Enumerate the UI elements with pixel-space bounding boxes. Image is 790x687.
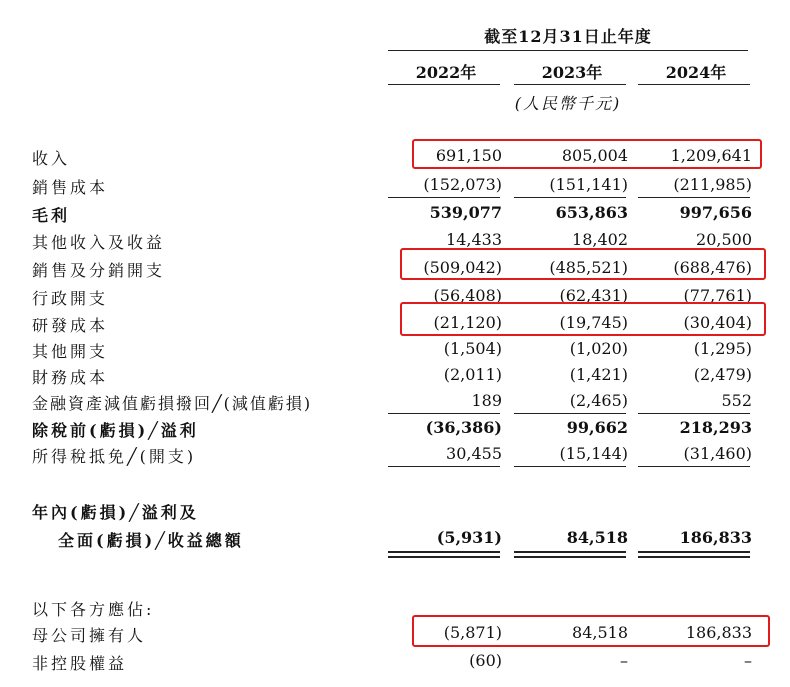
row-value: – [620, 651, 628, 670]
double-rule [514, 556, 626, 558]
year-2024-header: 2024年 [665, 63, 727, 82]
row-label-rnd-costs: 研發成本 [32, 316, 109, 335]
row-label-impairment: 金融資產減值虧損撥回╱(減值虧損) [32, 394, 313, 413]
total-label-line1: 年內(虧損)╱溢利及 [32, 503, 199, 522]
double-rule [514, 551, 626, 553]
row-value: (2,465) [569, 391, 628, 410]
total-value: (5,931) [436, 528, 502, 547]
row-label-revenue: 收入 [32, 149, 71, 168]
row-value: 20,500 [696, 230, 752, 249]
subtotal-rule [388, 413, 500, 414]
row-label-profit-before-tax: 除稅前(虧損)╱溢利 [32, 421, 199, 440]
total-value: 186,833 [679, 528, 752, 547]
year-2023-header: 2023年 [541, 63, 603, 82]
row-label-cost-of-sales: 銷售成本 [32, 178, 109, 197]
row-value: (5,871) [443, 623, 502, 642]
year-2022-header: 2022年 [415, 63, 477, 82]
year-2023-rule [514, 84, 626, 85]
row-value: (2,479) [693, 365, 752, 384]
row-value: 189 [471, 391, 502, 410]
row-value: 218,293 [679, 418, 752, 437]
row-value: 99,662 [566, 418, 628, 437]
row-value: (77,761) [683, 286, 752, 305]
row-value: (15,144) [559, 444, 628, 463]
row-value: (30,404) [683, 313, 752, 332]
row-label-admin-expenses: 行政開支 [32, 289, 109, 308]
row-label-income-tax: 所得稅抵免╱(開支) [32, 447, 197, 466]
header-rule [388, 50, 748, 51]
row-value: (211,985) [673, 175, 752, 194]
row-value: 691,150 [435, 146, 502, 165]
total-value: 84,518 [566, 528, 628, 547]
highlight-box-owners-of-parent [412, 615, 770, 647]
double-rule [638, 551, 750, 553]
double-rule [388, 551, 500, 553]
subtotal-rule [388, 466, 500, 467]
row-label-other-income: 其他收入及收益 [32, 233, 166, 252]
row-value: (36,386) [425, 418, 502, 437]
row-value: (1,421) [569, 365, 628, 384]
attributable-heading: 以下各方應佔: [32, 600, 155, 619]
highlight-box-revenue [412, 139, 762, 169]
row-value: 805,004 [561, 146, 628, 165]
row-value: (1,020) [569, 339, 628, 358]
subtotal-rule [388, 197, 500, 198]
row-label-owners-of-parent: 母公司擁有人 [32, 626, 147, 645]
row-label-gross-profit: 毛利 [32, 206, 71, 225]
row-value: – [744, 651, 752, 670]
row-label-selling-expenses: 銷售及分銷開支 [32, 261, 166, 280]
row-value: (1,295) [693, 339, 752, 358]
year-2024-rule [638, 84, 750, 85]
highlight-box-selling-expenses [400, 248, 766, 280]
row-value: 30,455 [446, 444, 502, 463]
subtotal-rule [638, 197, 750, 198]
subtotal-rule [514, 197, 626, 198]
row-value: (19,745) [559, 313, 628, 332]
row-value: 84,518 [572, 623, 628, 642]
double-rule [388, 556, 500, 558]
highlight-box-rnd-costs [400, 302, 766, 336]
row-value: (151,141) [549, 175, 628, 194]
row-value: (60) [469, 651, 502, 670]
row-label-finance-costs: 財務成本 [32, 368, 109, 387]
row-label-other-expenses: 其他開支 [32, 342, 109, 361]
row-value: (2,011) [443, 365, 502, 384]
row-value: (1,504) [443, 339, 502, 358]
row-value: (31,460) [683, 444, 752, 463]
row-value: (485,521) [549, 258, 628, 277]
subtotal-rule [638, 413, 750, 414]
row-value: 552 [721, 391, 752, 410]
row-value: 653,863 [555, 203, 628, 222]
row-value: 14,433 [446, 230, 502, 249]
row-value: 186,833 [685, 623, 752, 642]
row-value: 1,209,641 [670, 146, 752, 165]
row-value: 539,077 [429, 203, 502, 222]
row-value: (152,073) [423, 175, 502, 194]
row-value: (688,476) [673, 258, 752, 277]
row-value: (509,042) [423, 258, 502, 277]
row-value: 18,402 [572, 230, 628, 249]
double-rule [638, 556, 750, 558]
subtotal-rule [514, 466, 626, 467]
period-title: 截至12月31日止年度 [484, 27, 652, 46]
row-value: (21,120) [433, 313, 502, 332]
subtotal-rule [638, 466, 750, 467]
currency-unit: (人民幣千元) [514, 94, 622, 113]
subtotal-rule [514, 413, 626, 414]
row-value: 997,656 [679, 203, 752, 222]
row-value: (56,408) [433, 286, 502, 305]
row-label-non-controlling: 非控股權益 [32, 654, 128, 673]
year-2022-rule [388, 84, 500, 85]
row-value: (62,431) [559, 286, 628, 305]
total-label-line2: 全面(虧損)╱收益總額 [58, 531, 244, 550]
